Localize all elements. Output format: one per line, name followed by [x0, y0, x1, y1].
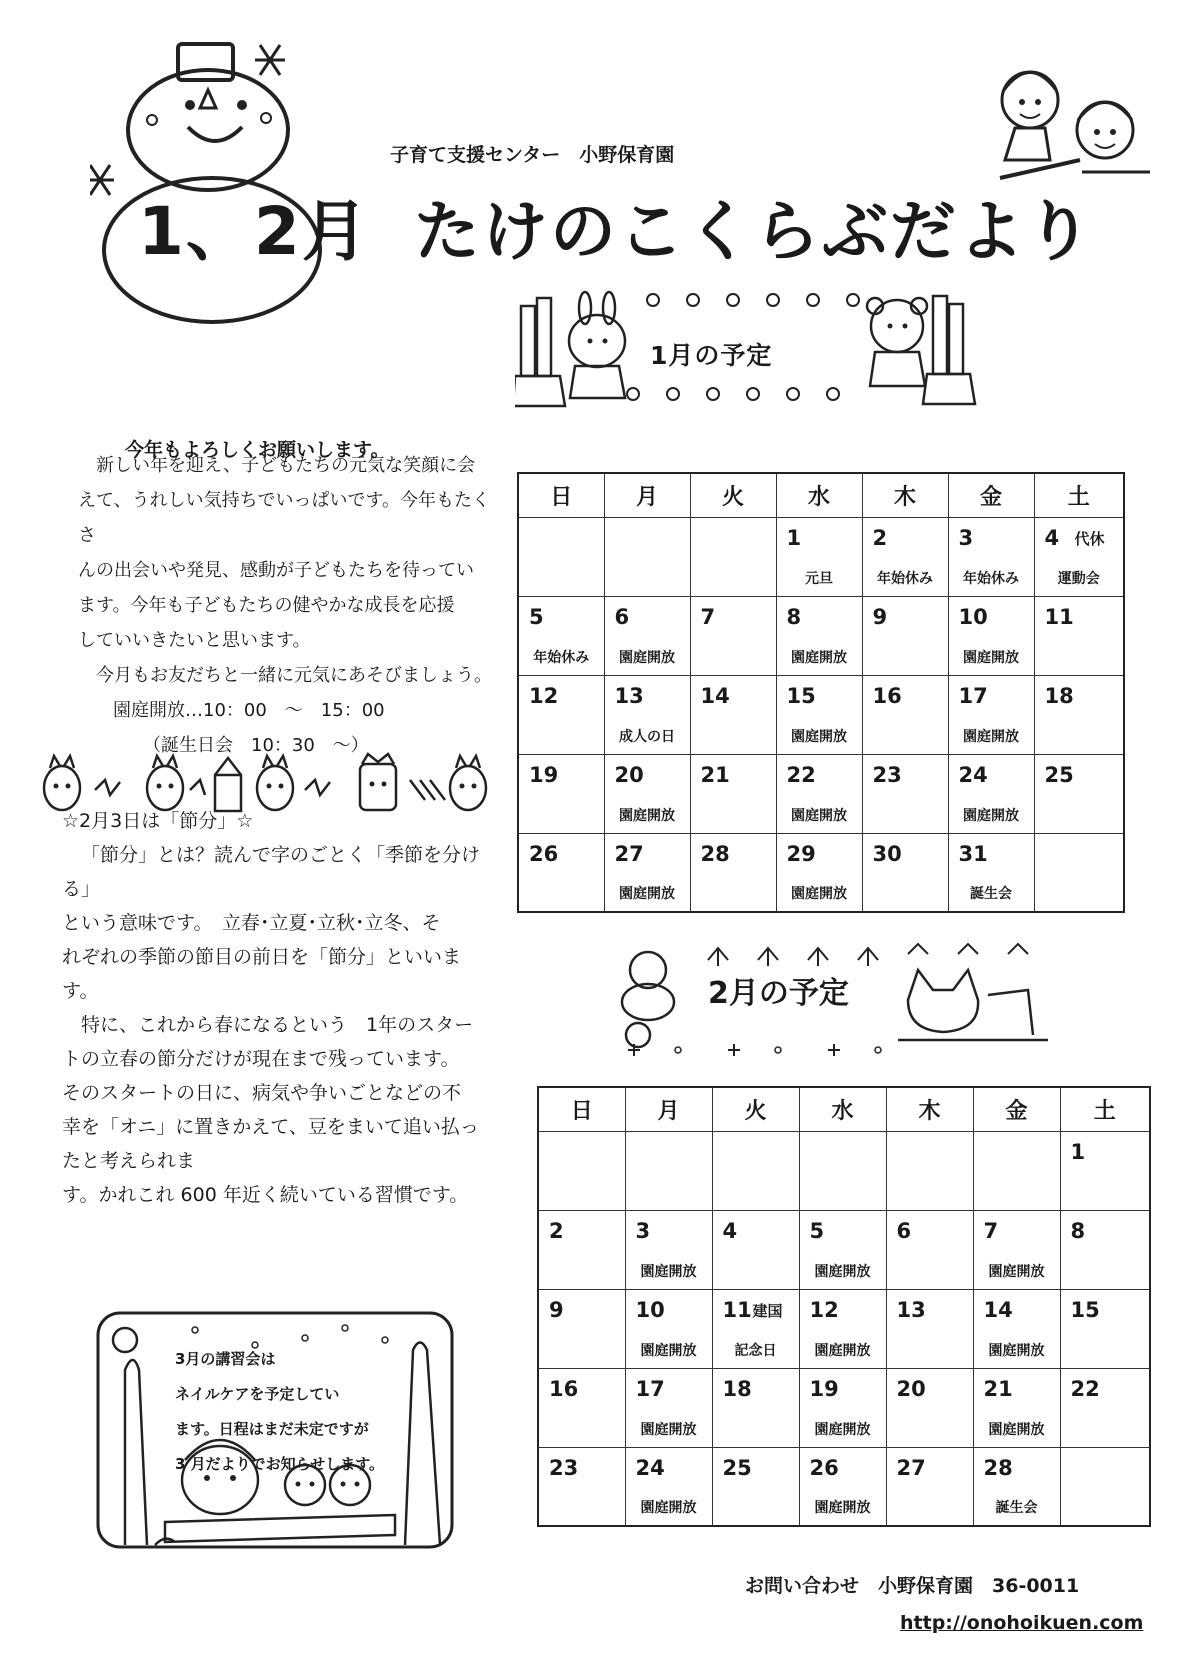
- calendar-day-cell: [799, 1210, 886, 1289]
- day-event-label: 園庭開放: [791, 728, 847, 745]
- workshop-notice: [175, 1342, 435, 1482]
- day-number: 2: [872, 525, 888, 550]
- day-number: 25: [1044, 762, 1074, 787]
- calendar-day-cell: [862, 754, 948, 833]
- page-title: [138, 178, 1094, 273]
- day-event-label: 園庭開放: [640, 1421, 697, 1438]
- calendar-day-cell: [604, 833, 690, 912]
- calendar-day-cell: [690, 675, 776, 754]
- day-event-label: 園庭開放: [814, 1421, 871, 1438]
- day-number: 28: [983, 1455, 1013, 1480]
- calendar-week-row: [538, 1210, 1150, 1289]
- setsubun-line: トの立春の節分だけが現在まで残っています。: [62, 1048, 460, 1070]
- day-number: 27: [614, 841, 644, 866]
- calendar-day-cell: [799, 1447, 886, 1526]
- day-number: 10: [958, 604, 988, 629]
- day-number: 1: [1070, 1139, 1086, 1164]
- setsubun-line: という意味です。 立春･立夏･立秋･立冬、そ: [62, 912, 441, 934]
- weekday-header: 木: [862, 473, 948, 517]
- calendar-day-cell: [625, 1131, 712, 1210]
- day-number: 15: [1070, 1297, 1100, 1322]
- calendar-day-cell: [518, 596, 604, 675]
- weekday-header: 木: [886, 1087, 973, 1131]
- greeting-line: えて、うれしい気持ちでいっぱいです。今年もたくさ: [78, 490, 491, 546]
- day-number: 24: [958, 762, 988, 787]
- day-number: 6: [896, 1218, 912, 1243]
- calendar-day-cell: [948, 517, 1034, 596]
- calendar-week-row: [518, 596, 1124, 675]
- calendar-day-cell: [886, 1210, 973, 1289]
- day-event-label: 園庭開放: [963, 728, 1019, 745]
- calendar-day-cell: [1034, 675, 1124, 754]
- calendar-day-cell: [973, 1210, 1060, 1289]
- title-months: 1、2月: [138, 193, 370, 270]
- calendar-day-cell: [1034, 833, 1124, 912]
- day-number: 17: [635, 1376, 665, 1401]
- day-number: 16: [872, 683, 902, 708]
- calendar-day-cell: [625, 1368, 712, 1447]
- calendar-day-cell: [518, 754, 604, 833]
- day-number: 21: [983, 1376, 1013, 1401]
- day-event-label: 年始休み: [533, 649, 590, 666]
- weekday-header: 水: [799, 1087, 886, 1131]
- calendar-day-cell: [1060, 1210, 1150, 1289]
- day-event-label: 成人の日: [619, 728, 675, 745]
- day-number: 6: [614, 604, 630, 629]
- day-event-label: 園庭開放: [640, 1500, 697, 1516]
- calendar-day-cell: [1034, 517, 1124, 596]
- day-number: 9: [549, 1297, 564, 1322]
- calendar-day-cell: [973, 1447, 1060, 1526]
- day-number: 26: [529, 841, 559, 866]
- calendar-day-cell: [973, 1289, 1060, 1368]
- calendar-day-cell: [518, 833, 604, 912]
- calendar-day-cell: [690, 833, 776, 912]
- day-number: 18: [1044, 683, 1074, 708]
- day-number: 8: [1070, 1218, 1086, 1243]
- calendar-day-cell: [1060, 1131, 1150, 1210]
- day-event-label: 誕生会: [995, 1500, 1038, 1516]
- calendar-day-cell: [712, 1289, 799, 1368]
- day-event-label: 園庭開放: [619, 807, 675, 824]
- day-event-label: 園庭開放: [619, 649, 675, 666]
- calendar-day-cell: [538, 1289, 625, 1368]
- calendar-day-cell: [712, 1368, 799, 1447]
- greeting-line: していいきたいと思います。: [78, 630, 311, 651]
- calendar-day-cell: [886, 1368, 973, 1447]
- calendar-day-cell: [862, 596, 948, 675]
- day-number: 5: [529, 604, 544, 629]
- weekday-header: 金: [973, 1087, 1060, 1131]
- calendar-day-cell: [1060, 1368, 1150, 1447]
- calendar-day-cell: [973, 1131, 1060, 1210]
- weekday-header: 日: [518, 473, 604, 517]
- day-number: 1: [786, 525, 802, 550]
- calendar-week-row: [518, 833, 1124, 912]
- calendar-day-cell: [625, 1210, 712, 1289]
- calendar-week-row: [538, 1131, 1150, 1210]
- calendar-day-cell: [862, 675, 948, 754]
- notice-line: 3 月だよりでお知らせします。: [175, 1455, 385, 1473]
- day-event-label: 園庭開放: [988, 1421, 1045, 1438]
- day-event-label: 園庭開放: [988, 1263, 1045, 1280]
- day-number: 3: [958, 525, 974, 550]
- setsubun-line: す。かれこれ 600 年近く続いている習慣です。: [62, 1184, 469, 1206]
- greeting-line: ます。今年も子どもたちの健やかな成長を応援: [78, 595, 455, 616]
- kids-skating-illustration: [990, 60, 1160, 190]
- day-number: 4: [1044, 525, 1060, 550]
- day-number: 28: [700, 841, 730, 866]
- weekday-header: 日: [538, 1087, 625, 1131]
- weekday-header: 火: [690, 473, 776, 517]
- calendar-day-cell: [776, 833, 862, 912]
- day-number: 11: [722, 1297, 752, 1322]
- calendar-day-cell: [799, 1289, 886, 1368]
- calendar-day-cell: [886, 1447, 973, 1526]
- day-event-label: 園庭開放: [814, 1263, 871, 1280]
- day-number: 11: [1044, 604, 1074, 629]
- january-calendar: [517, 472, 1125, 913]
- calendar-day-cell: [776, 596, 862, 675]
- calendar-day-cell: [712, 1131, 799, 1210]
- weekday-header: 金: [948, 473, 1034, 517]
- day-number: 7: [983, 1218, 999, 1243]
- day-number: 23: [872, 762, 902, 787]
- day-event-label: 園庭開放: [963, 649, 1019, 666]
- day-number: 2: [549, 1218, 564, 1243]
- greeting-title: 今年もよろしくお願いします。: [125, 439, 390, 461]
- contact-info: お問い合わせ 小野保育園 36-0011: [745, 1575, 1080, 1597]
- day-event-label: 園庭開放: [791, 649, 847, 666]
- day-number: 14: [700, 683, 730, 708]
- greeting-line: 今月もお友だちと一緒に元気にあそびましょう。: [96, 665, 492, 686]
- day-number: 20: [896, 1376, 926, 1401]
- day-number: 14: [983, 1297, 1013, 1322]
- day-number: 22: [786, 762, 816, 787]
- notice-line: ネイルケアを予定してい: [175, 1385, 340, 1403]
- february-schedule-heading: 2月の予定: [708, 976, 849, 1011]
- weekday-header: 土: [1034, 473, 1124, 517]
- setsubun-line: そのスタートの日に、病気や争いごとなどの不: [62, 1082, 462, 1104]
- february-calendar: [537, 1086, 1151, 1527]
- calendar-day-cell: [1060, 1289, 1150, 1368]
- day-number: 7: [700, 604, 716, 629]
- open-garden-hours: 園庭開放…10：00 ～ 15：00: [113, 700, 385, 721]
- setsubun-title: ☆2月3日は「節分」☆: [62, 810, 254, 832]
- setsubun-line: 幸を「オニ」に置きかえて、豆をまいて追い払っ: [62, 1116, 479, 1138]
- day-event-label: 記念日: [734, 1342, 777, 1359]
- day-event-label: 園庭開放: [814, 1342, 871, 1359]
- day-number: 21: [700, 762, 730, 787]
- weekday-header: 水: [776, 473, 862, 517]
- day-number: 23: [549, 1455, 579, 1480]
- day-event-label: 元旦: [805, 570, 833, 587]
- day-number: 16: [549, 1376, 579, 1401]
- day-number: 5: [809, 1218, 825, 1243]
- setsubun-body: [62, 838, 502, 1212]
- calendar-day-cell: [973, 1368, 1060, 1447]
- calendar-day-cell: [948, 754, 1034, 833]
- day-number: 12: [809, 1297, 839, 1322]
- calendar-day-cell: [538, 1210, 625, 1289]
- setsubun-line: る」: [62, 878, 101, 900]
- calendar-day-cell: [625, 1447, 712, 1526]
- day-event-label: 年始休み: [877, 570, 933, 587]
- calendar-day-cell: [604, 754, 690, 833]
- calendar-day-cell: [712, 1210, 799, 1289]
- day-event-label: 建国: [752, 1301, 783, 1320]
- calendar-day-cell: [886, 1289, 973, 1368]
- day-number: 18: [722, 1376, 752, 1401]
- calendar-day-cell: [518, 675, 604, 754]
- day-event-label: 誕生会: [970, 886, 1012, 902]
- calendar-day-cell: [799, 1368, 886, 1447]
- day-number: 8: [786, 604, 802, 629]
- calendar-day-cell: [604, 517, 690, 596]
- calendar-day-cell: [690, 754, 776, 833]
- day-event-label: 園庭開放: [619, 886, 675, 902]
- day-number: 13: [896, 1297, 926, 1322]
- day-number: 24: [635, 1455, 665, 1480]
- calendar-day-cell: [1060, 1447, 1150, 1526]
- calendar-day-cell: [948, 675, 1034, 754]
- day-number: 19: [529, 762, 559, 787]
- weekday-header: 月: [604, 473, 690, 517]
- day-event-label: 代休: [1074, 529, 1105, 548]
- day-number: 30: [872, 841, 902, 866]
- calendar-day-cell: [886, 1131, 973, 1210]
- calendar-day-cell: [625, 1289, 712, 1368]
- day-number: 12: [529, 683, 559, 708]
- calendar-day-cell: [862, 517, 948, 596]
- weekday-header: 月: [625, 1087, 712, 1131]
- setsubun-line: す。: [62, 980, 99, 1002]
- january-schedule-heading: 1月の予定: [650, 341, 773, 370]
- calendar-week-row: [518, 517, 1124, 596]
- calendar-day-cell: [1034, 596, 1124, 675]
- greeting-line: 新しい年を迎え、子どもたちの元気な笑顔に会: [96, 455, 476, 476]
- calendar-day-cell: [518, 517, 604, 596]
- calendar-day-cell: [799, 1131, 886, 1210]
- day-number: 26: [809, 1455, 839, 1480]
- calendar-week-row: [538, 1289, 1150, 1368]
- day-event-label: 園庭開放: [791, 886, 847, 902]
- day-number: 15: [786, 683, 816, 708]
- weekday-header: 土: [1060, 1087, 1150, 1131]
- day-number: 27: [896, 1455, 926, 1480]
- day-number: 4: [722, 1218, 738, 1243]
- setsubun-line: たと考えられま: [62, 1150, 196, 1172]
- title-main: たけのこくらぶだより: [413, 193, 1094, 270]
- birthday-party-time: （誕生日会 10：30 ～）: [143, 735, 369, 756]
- notice-line: ます。日程はまだ未定ですが: [175, 1420, 369, 1438]
- day-number: 17: [958, 683, 988, 708]
- calendar-day-cell: [538, 1447, 625, 1526]
- day-number: 13: [614, 683, 644, 708]
- day-number: 20: [614, 762, 644, 787]
- day-event-label: 園庭開放: [988, 1342, 1045, 1359]
- calendar-day-cell: [604, 675, 690, 754]
- calendar-day-cell: [690, 596, 776, 675]
- day-event-label: 園庭開放: [640, 1263, 697, 1280]
- day-number: 19: [809, 1376, 839, 1401]
- setsubun-line: れぞれの季節の節目の前日を「節分」といいま: [62, 946, 462, 968]
- day-event-label: 園庭開放: [640, 1342, 697, 1359]
- setsubun-line: 「節分」とは？読んで字のごとく「季節を分け: [81, 844, 481, 866]
- calendar-day-cell: [538, 1368, 625, 1447]
- calendar-day-cell: [690, 517, 776, 596]
- calendar-day-cell: [776, 675, 862, 754]
- calendar-week-row: [538, 1368, 1150, 1447]
- notice-line: 3月の講習会は: [175, 1350, 276, 1368]
- day-event-label: 年始休み: [963, 570, 1019, 587]
- website-link[interactable]: http://onohoikuen.com: [900, 1612, 1144, 1634]
- day-number: 25: [722, 1455, 752, 1480]
- day-event-label: 園庭開放: [963, 807, 1019, 824]
- organization-name: 子育て支援センター 小野保育園: [390, 144, 675, 166]
- calendar-day-cell: [776, 517, 862, 596]
- calendar-day-cell: [948, 596, 1034, 675]
- calendar-week-row: [518, 754, 1124, 833]
- calendar-week-row: [518, 675, 1124, 754]
- weekday-header: 火: [712, 1087, 799, 1131]
- calendar-day-cell: [604, 596, 690, 675]
- calendar-day-cell: [776, 754, 862, 833]
- day-event-label: 園庭開放: [814, 1500, 871, 1516]
- calendar-day-cell: [712, 1447, 799, 1526]
- day-number: 29: [786, 841, 816, 866]
- day-number: 10: [635, 1297, 665, 1322]
- day-number: 9: [872, 604, 888, 629]
- day-number: 3: [635, 1218, 651, 1243]
- calendar-day-cell: [948, 833, 1034, 912]
- setsubun-line: 特に、これから春になるという 1年のスター: [81, 1014, 474, 1036]
- day-number: 31: [958, 841, 988, 866]
- calendar-day-cell: [862, 833, 948, 912]
- greeting-line: んの出会いや発見、感動が子どもたちを待ってい: [78, 560, 474, 581]
- calendar-day-cell: [538, 1131, 625, 1210]
- calendar-day-cell: [1034, 754, 1124, 833]
- greeting-body: [78, 448, 508, 763]
- day-event-label: 園庭開放: [791, 807, 847, 824]
- calendar-week-row: [538, 1447, 1150, 1526]
- day-event-label: 運動会: [1057, 570, 1100, 587]
- day-number: 22: [1070, 1376, 1100, 1401]
